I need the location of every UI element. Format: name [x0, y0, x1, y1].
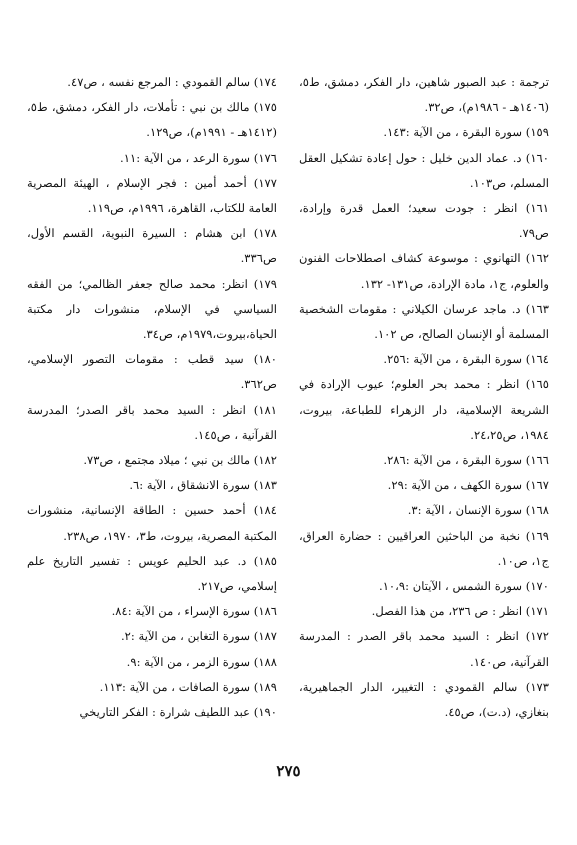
footnote: ١٦٠) د. عماد الدين خليل : حول إعادة تشكيل العقل المسلم، ص١٠٣.: [299, 150, 549, 190]
footnote: ١٧٤) سالم القمودي : المرجع نفسه ، ص٤٧.: [67, 75, 277, 89]
footnote: ١٨٦) سورة الإسراء ، من الآية :٨٤.: [111, 604, 277, 619]
footnote: ١٦٢) التهانوي : موسوعة كشاف اصطلاحات الفنون والعلوم، ج١، مادة الإرادة، ص١٣١- ١٣٢.: [299, 251, 549, 291]
footnotes-right-column: [299, 70, 549, 725]
footnote: ١٦٨) سورة الإنسان ، الآية :٣.: [407, 503, 549, 518]
footnote: ١٧٠) سورة الشمس ، الآيتان :١٠،٩.: [379, 579, 549, 594]
footnote: ١٨٢) مالك بن نبي ؛ ميلاد مجتمع ، ص٧٣.: [83, 453, 277, 468]
footnote: ١٦١) انظر : جودت سعيد؛ العمل قدرة وإرادة، ص٧٩.: [299, 201, 549, 241]
footnote: ١٨٧) سورة التغابن ، من الآية :٢.: [120, 629, 277, 644]
footnote: ١٧١) انظر : ص ٢٣٦، من هذا الفصل.: [371, 604, 549, 619]
footnote: ١٨٤) أحمد حسين : الطاقة الإنسانية، منشورات المكتبة المصرية، بيروت، ط٣، ١٩٧٠، ص٢٣٨.: [27, 503, 277, 543]
footnote: ١٨٨) سورة الزمر ، من الآية :٩.: [126, 654, 277, 669]
footnote: ١٦٣) د. ماجد عرسان الكيلاني : مقومات الشخصية المسلمة أو الإنسان الصالح، ص ١٠٢.: [299, 301, 549, 342]
footnote: ١٨٣) سورة الانشقاق ، الآية :٦.: [129, 478, 277, 493]
footnote: ١٧٦) سورة الرعد ، من الآية :١١.: [120, 150, 277, 165]
footnote: ١٦٧) سورة الكهف ، من الآية :٢٩.: [387, 478, 549, 493]
footnote: ١٨٠) سيد قطب : مقومات التصور الإسلامي، ص٣٦٢.: [27, 352, 277, 392]
page-number: ٢٧٥: [276, 762, 301, 780]
footnote: ١٧٢) انظر : السيد محمد باقر الصدر : المدرسة القرآنية، ص١٤٠.: [299, 629, 549, 669]
footnote: ١٧٣) سالم القمودي : التغيير، الدار الجماهيرية، بنغازي، (د.ت)، ص٤٥.: [299, 679, 549, 720]
footnote: ١٨١) انظر : السيد محمد باقر الصدر؛ المدرسة القرآنية ، ص١٤٥.: [27, 402, 277, 442]
footnote: ١٥٩) سورة البقرة ، من الآية :١٤٣.: [383, 125, 549, 140]
footnote: ١٨٥) د. عبد الحليم عويس : تفسير التاريخ علم إسلامي، ص٢١٧.: [27, 553, 277, 594]
footnote: ١٧٧) أحمد أمين : فجر الإسلام ، الهيئة المصرية العامة للكتاب، القاهرة، ١٩٩٦م، ص١١٩.: [27, 175, 277, 216]
footnote: ١٧٥) مالك بن نبي : تأملات، دار الفكر، دمشق، ط٥، (١٤١٢هـ - ١٩٩١م)، ص١٢٩.: [27, 100, 277, 140]
footnote: ١٧٩) انظر: محمد صالح جعفر الظالمي؛ من الفقه السياسي في الإسلام، منشورات دار مكتبة الحياة،بيروت،١٩٧٩م، ص٣٤.: [27, 276, 277, 342]
footnote: ١٩٠) عبد اللطيف شرارة : الفكر التاريخي: [79, 705, 277, 720]
footnote: ١٧٨) ابن هشام : السيرة النبوية، القسم الأول، ص٣٣٦.: [27, 226, 277, 266]
footnote: ١٨٩) سورة الصافات ، من الآية :١١٣.: [99, 679, 277, 694]
footnote: ١٦٤) سورة البقرة ، من الآية :٢٥٦.: [383, 352, 549, 367]
footnote: ١٦٥) انظر : محمد بحر العلوم؛ عيوب الإرادة في الشريعة الإسلامية، دار الزهراء للطباعة، بيروت، ١٩٨٤، ص٢٤،٢٥.: [299, 377, 549, 442]
footnotes-left-column: [27, 70, 277, 725]
footnote: ترجمة : عبد الصبور شاهين، دار الفكر، دمشق، ط٥، (١٤٠٦هـ - ١٩٨٦م)، ص٣٢.: [299, 75, 549, 115]
footnote: ١٦٦) سورة البقرة ، من الآية :٢٨٦.: [383, 453, 549, 468]
footnote: ١٦٩) نخبة من الباحثين العراقيين : حضارة العراق، ج١، ص١٠.: [299, 528, 549, 568]
